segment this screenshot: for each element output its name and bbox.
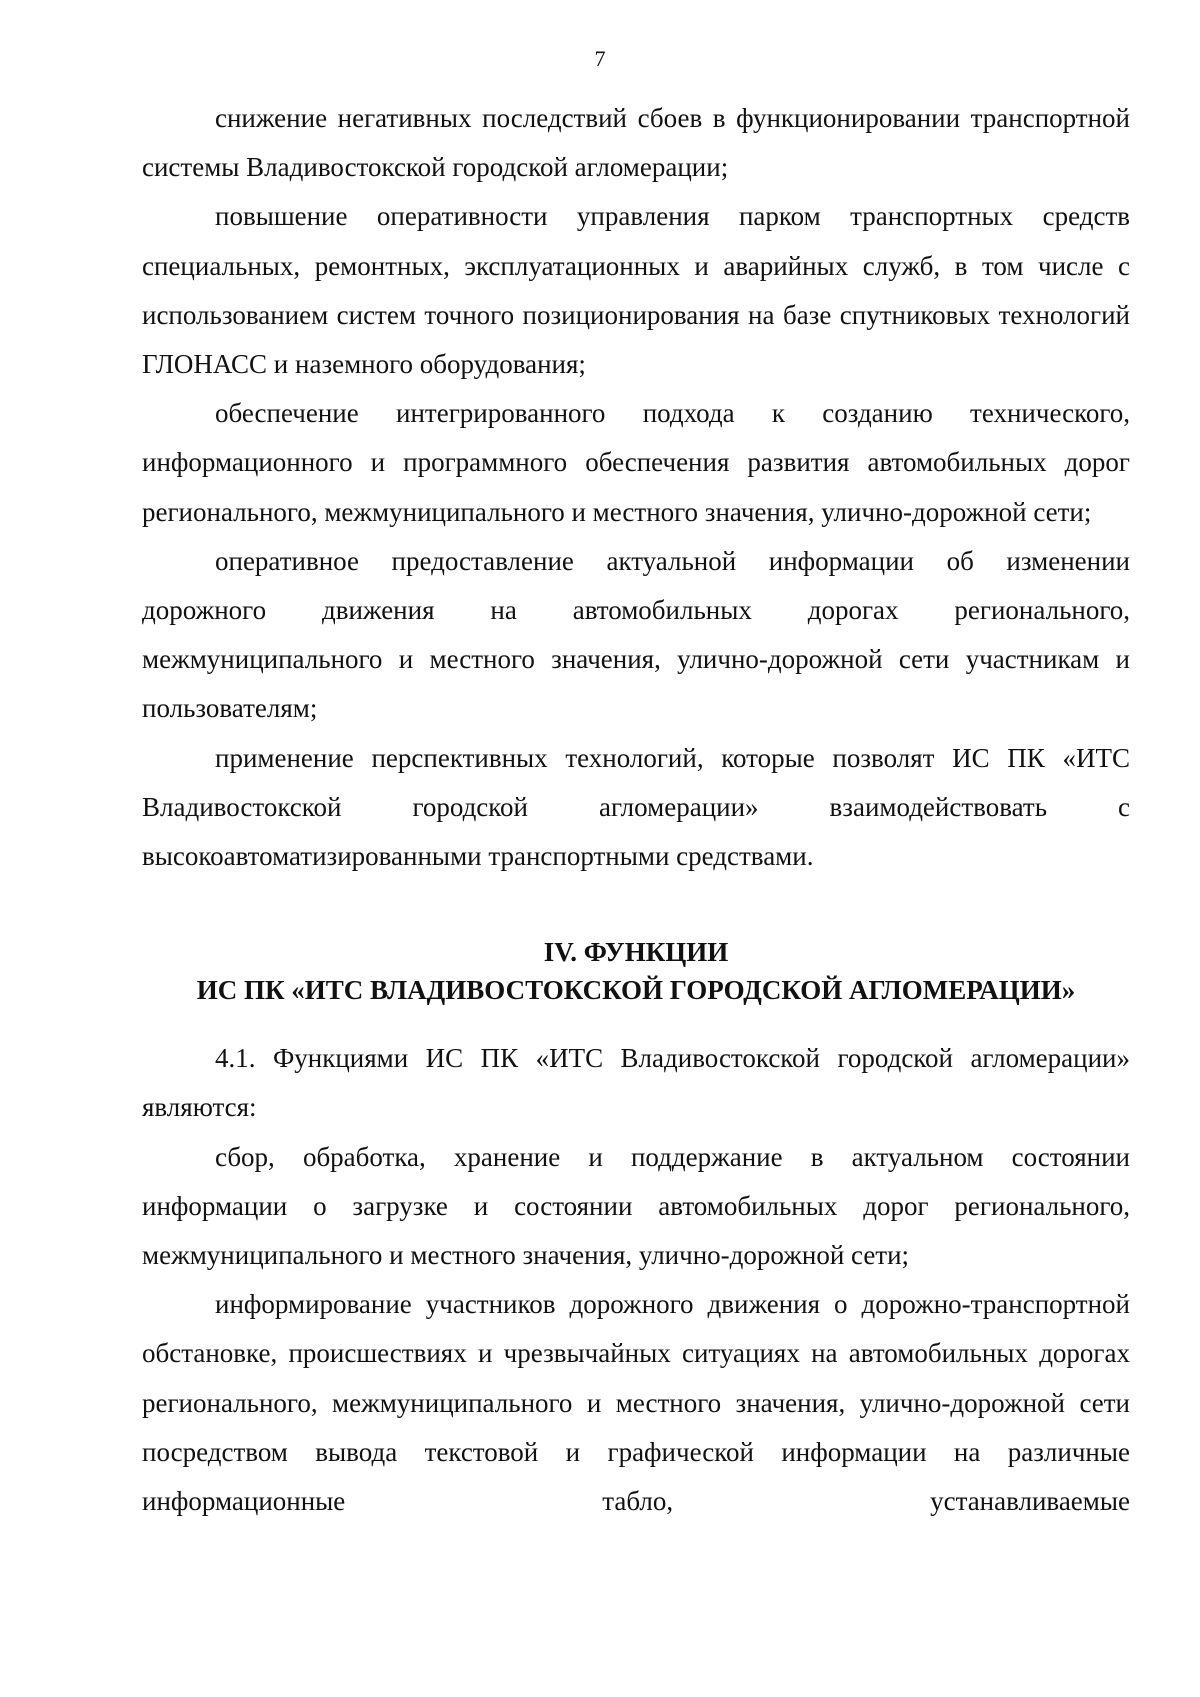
- document-body: [142, 94, 1130, 1526]
- paragraph: обеспечение интегрированного подхода к созданию технического, информационного и программного обеспечения развития автомобильных дорог регионального, межмуниципального и местного значения, улично-дорожной сети;: [142, 398, 1130, 527]
- section-heading: [142, 933, 1130, 1009]
- page-number: 7: [594, 46, 606, 71]
- paragraph: сбор, обработка, хранение и поддержание в актуальном состоянии информации о загрузке и состоянии автомобильных дорог регионального, межмуниципального и местного значения, улично-дорожной сети;: [142, 1141, 1130, 1271]
- paragraph: оперативное предоставление актуальной информации об изменении дорожного движения на автомобильных дорогах регионального, межмуниципального и местного значения, улично-дорожной сети участникам и пользователям;: [142, 545, 1130, 724]
- section-heading-line-2: ИС ПК «ИТС ВЛАДИВОСТОКСКОЙ ГОРОДСКОЙ АГЛОМЕРАЦИИ»: [196, 975, 1076, 1006]
- paragraph: информирование участников дорожного движения о дорожно-транспортной обстановке, происшествиях и чрезвычайных ситуациях на автомобильных дорогах регионального, межмуниципального и местного значения, улично-дорожной сети посредством вывода текстовой и графической информации на различные информационные табло, устанавливаемые: [142, 1289, 1130, 1517]
- paragraph: повышение оперативности управления парком транспортных средств специальных, ремонтных, эксплуатационных и аварийных служб, в том числе с использованием систем точного позиционирования на базе спутниковых технологий ГЛОНАСС и наземного оборудования;: [142, 201, 1130, 380]
- paragraph: 4.1. Функциями ИС ПК «ИТС Владивостокской городской агломерации» являются:: [142, 1043, 1130, 1123]
- paragraph: применение перспективных технологий, которые позволят ИС ПК «ИТС Владивостокской городской агломерации» взаимодействовать с высокоавтоматизированными транспортными средствами.: [142, 742, 1130, 872]
- paragraph: снижение негативных последствий сбоев в функционировании транспортной системы Владивостокской городской агломерации;: [142, 103, 1130, 183]
- section-heading-line-1: IV. ФУНКЦИИ: [543, 937, 729, 968]
